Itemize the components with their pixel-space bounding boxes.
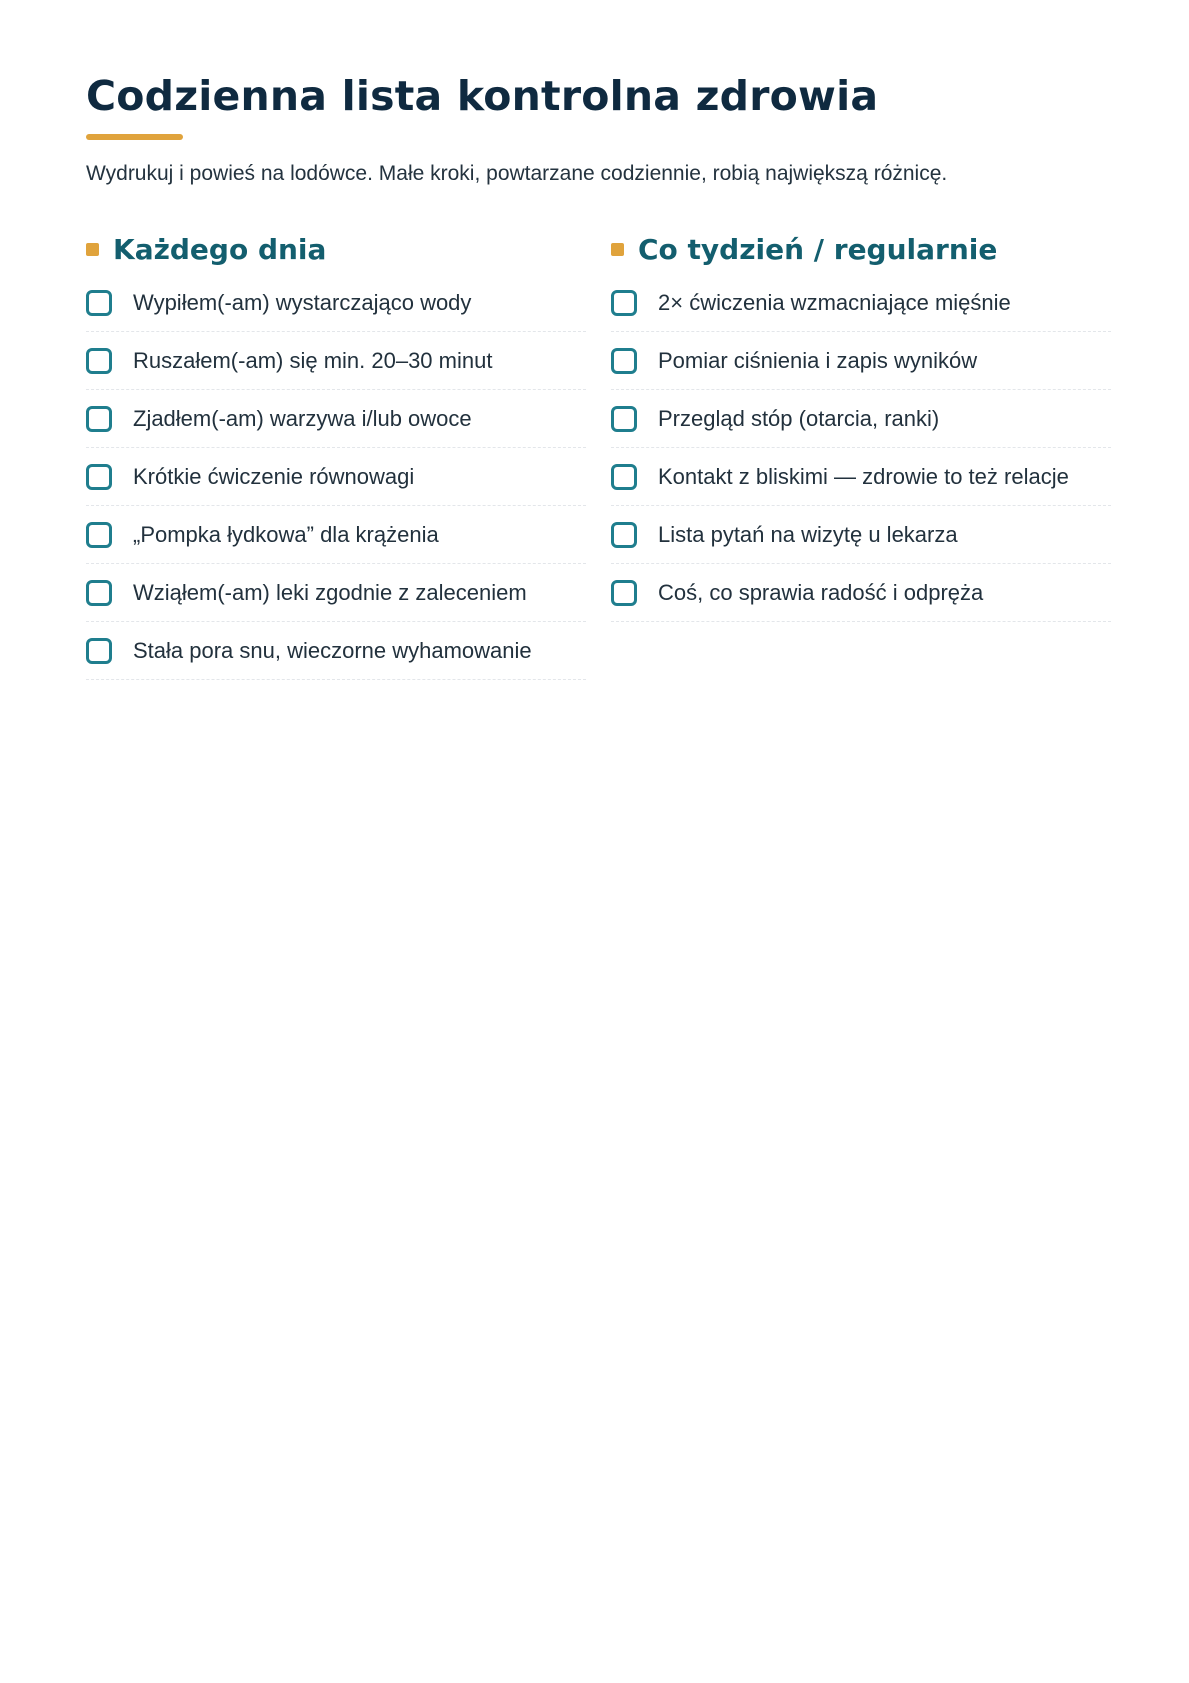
checkbox[interactable] — [86, 464, 112, 490]
checklist-item — [86, 332, 586, 390]
checklist-item-label: 2× ćwiczenia wzmacniające mięśnie — [658, 289, 1011, 315]
checklist-item — [611, 564, 1111, 622]
checklist-item-label: Coś, co sprawia radość i odpręża — [658, 579, 984, 605]
checklist-item-label: Wypiłem(-am) wystarczająco wody — [133, 289, 472, 315]
checklist-item — [611, 332, 1111, 390]
checklist-item-label: Stała pora snu, wieczorne wyhamowanie — [133, 637, 532, 663]
checklist-item — [86, 448, 586, 506]
checklist-item — [86, 274, 586, 332]
title-underline — [86, 134, 183, 140]
checklist-item — [86, 564, 586, 622]
checklist-item-label: „Pompka łydkowa” dla krążenia — [133, 521, 439, 547]
checkbox[interactable] — [86, 522, 112, 548]
checklist-item-label: Przegląd stóp (otarcia, ranki) — [658, 405, 940, 431]
weekly-checklist — [611, 274, 1111, 622]
checklist-item-label: Krótkie ćwiczenie równowagi — [133, 463, 415, 489]
checklist-item — [611, 448, 1111, 506]
checkbox[interactable] — [611, 290, 637, 316]
checklist-item-label: Zjadłem(-am) warzywa i/lub owoce — [133, 405, 472, 431]
section-marker-icon — [611, 243, 624, 256]
daily-checklist — [86, 274, 586, 680]
checkbox[interactable] — [611, 464, 637, 490]
weekly-section — [611, 228, 1111, 622]
page-subtitle: Wydrukuj i powieś na lodówce. Małe kroki, powtarzane codziennie, robią największą różnicę. — [86, 162, 948, 185]
checklist-item — [611, 506, 1111, 564]
checklist-item — [86, 506, 586, 564]
checkbox[interactable] — [86, 290, 112, 316]
checkbox[interactable] — [86, 348, 112, 374]
section-marker-icon — [86, 243, 99, 256]
checklist-item — [611, 390, 1111, 448]
checklist-item-label: Ruszałem(-am) się min. 20–30 minut — [133, 347, 493, 373]
checkbox[interactable] — [611, 580, 637, 606]
weekly-section-title: Co tydzień / regularnie — [638, 232, 998, 266]
page-title: Codzienna lista kontrolna zdrowia — [86, 72, 879, 120]
daily-section-title: Każdego dnia — [113, 232, 327, 266]
weekly-section-header — [611, 228, 1111, 270]
checklist-item — [86, 390, 586, 448]
checkbox[interactable] — [86, 638, 112, 664]
checkbox[interactable] — [611, 522, 637, 548]
daily-section-header — [86, 228, 586, 270]
checkbox[interactable] — [611, 406, 637, 432]
checklist-item-label: Pomiar ciśnienia i zapis wyników — [658, 347, 978, 373]
checkbox[interactable] — [86, 406, 112, 432]
daily-section — [86, 228, 586, 680]
checkbox[interactable] — [611, 348, 637, 374]
checklist-item-label: Wziąłem(-am) leki zgodnie z zaleceniem — [133, 579, 527, 605]
checkbox[interactable] — [86, 580, 112, 606]
checklist-item — [611, 274, 1111, 332]
checklist-item — [86, 622, 586, 680]
checklist-item-label: Kontakt z bliskimi — zdrowie to też relacje — [658, 463, 1069, 489]
checklist-item-label: Lista pytań na wizytę u lekarza — [658, 521, 958, 547]
